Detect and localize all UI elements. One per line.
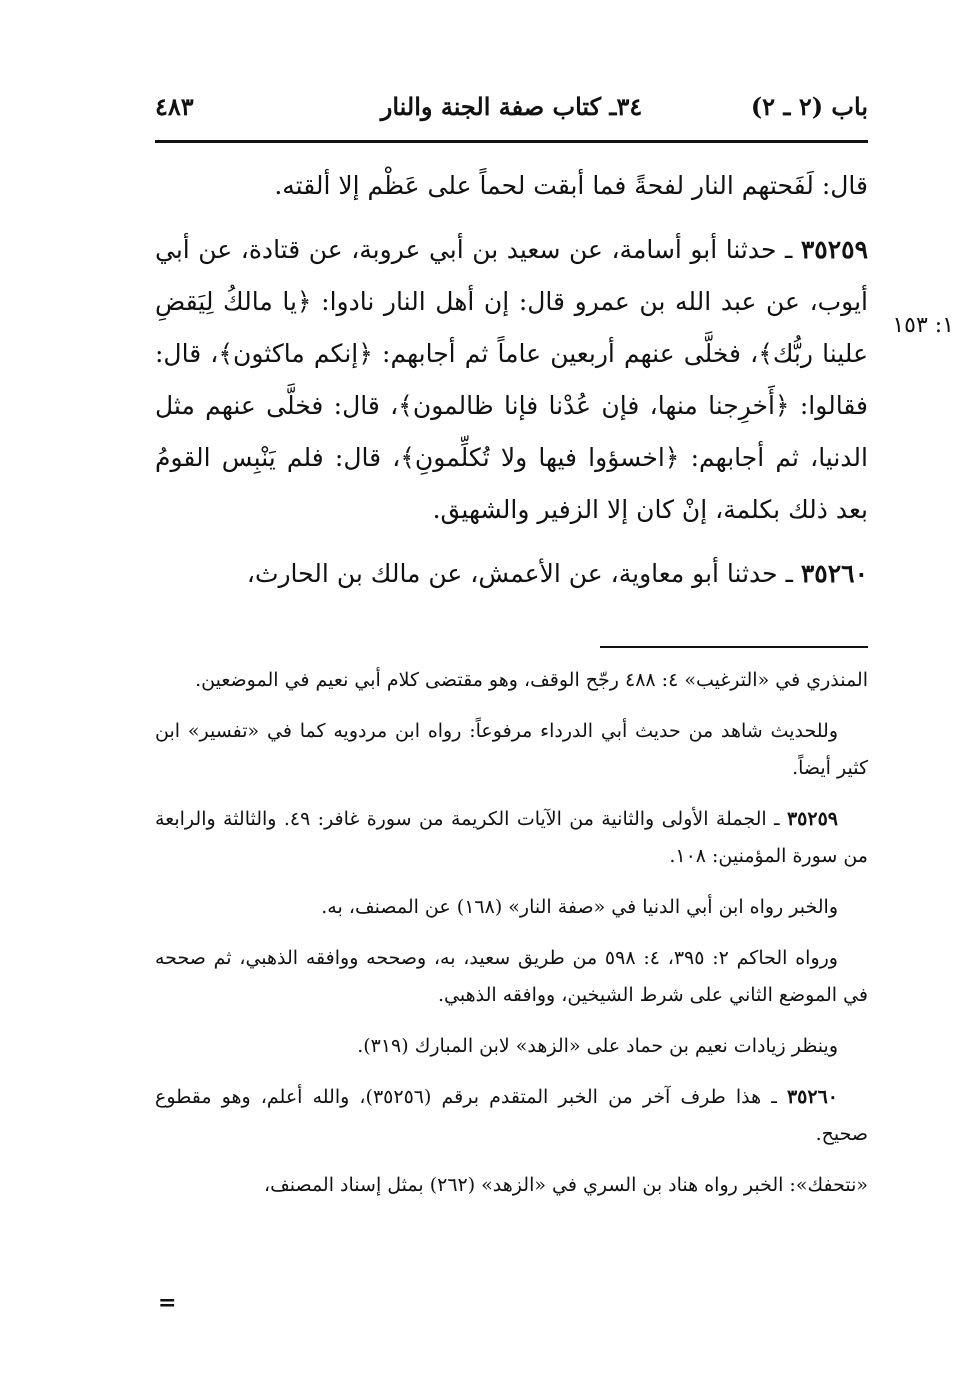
footnote-35259 [155,801,868,875]
hadith-text: ـ حدثنا أبو أسامة، عن سعيد بن أبي عروبة، عن قتادة، عن أبي أيوب، عن عبد الله بن عمرو قال: إن أهل النار نادوا: ﴿يا مالكُ لِيَقضِ علينا ربُّك﴾، فخلَّى عنهم أربعين عاماً ثم أجابهم: ﴿إنكم ماكثون﴾، قال: فقالوا: ﴿أَخرِجنا منها، فإن عُدْنا فإنا ظالمون﴾، قال: فخلَّى عنهم مثل الدنيا، ثم أجابهم: ﴿اخسؤوا فيها ولا تُكلِّمونِ﴾، قال: فلم يَنْبِس القومُ بعد ذلك بكلمة، إنْ كان إلا الزفير والشهيق. [155,235,868,524]
header-rule [155,140,868,143]
hadith-number: ٣٥٢٥٩ [800,235,868,264]
body-line-1: قال: لَفَحتهم النار لفحةً فما أبقت لحماً على عَظْم إلا ألقته. [274,171,868,200]
hadith-35260 [155,548,868,600]
running-header [155,92,868,132]
footnote-paragraph: المنذري في «الترغيب» ٤: ٤٨٨ رجّح الوقف، وهو مقتضى كلام أبي نعيم في الموضعين. [195,669,868,691]
continuation-mark: = [158,1290,177,1316]
footnote-paragraph: «نتحفك»: الخبر رواه هناد بن السري في «الزهد» (٢٦٢) بمثل إسناد المصنف، [263,1174,868,1196]
footnotes [155,662,868,1218]
hadith-text: ـ حدثنا أبو معاوية، عن الأعمش، عن مالك بن الحارث، [246,559,793,588]
footnote-35260 [155,1079,868,1153]
footnote-text: ـ الجملة الأولى والثانية من الآيات الكريمة من سورة غافر: ٤٩. والثالثة والرابعة من سورة المؤمنين: ١٠٨. [155,808,868,867]
footnote-number: ٣٥٢٦٠ [786,1086,838,1108]
header-title: ٣٤ـ كتاب صفة الجنة والنار [380,92,643,121]
footnote-number: ٣٥٢٥٩ [786,808,838,830]
footnote-rule [600,646,868,648]
footnote-paragraph: ورواه الحاكم ٢: ٣٩٥، ٤: ٥٩٨ من طريق سعيد، به، وصححه ووافقه الذهبي، ثم صححه في الموضع الثاني على شرط الشيخين، ووافقه الذهبي. [155,947,868,1006]
page-number: ٤٨٣ [155,92,194,121]
footnote-paragraph: وللحديث شاهد من حديث أبي الدرداء مرفوعاً: رواه ابن مردويه كما في «تفسير» ابن كثير أيضاً. [155,720,868,779]
main-text [155,160,868,600]
footnote-text: ـ هذا طرف آخر من الخبر المتقدم برقم (٣٥٢٥٦)، والله أعلم، وهو مقطوع صحيح. [155,1086,868,1145]
margin-reference: ١: ١٥٣ [892,313,954,338]
footnote-paragraph: والخبر رواه ابن أبي الدنيا في «صفة النار» (١٦٨) عن المصنف، به. [321,896,838,918]
hadith-35259 [155,224,868,536]
header-section: باب (٢ ـ ٢) [750,92,868,121]
hadith-number: ٣٥٢٦٠ [800,559,868,588]
footnote-paragraph: وينظر زيادات نعيم بن حماد على «الزهد» لابن المبارك (٣١٩). [357,1035,838,1057]
